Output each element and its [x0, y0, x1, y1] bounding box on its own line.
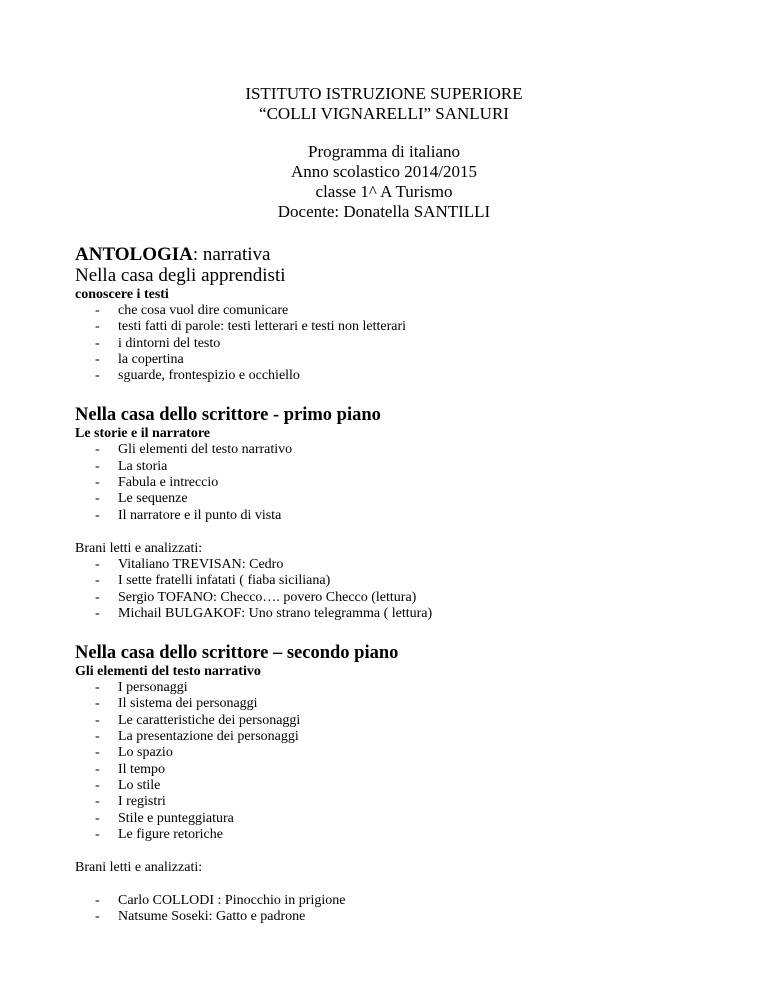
section-title-bold: ANTOLOGIA [75, 244, 193, 265]
readings-label: Brani letti e analizzati: [75, 860, 203, 876]
list-item: - Stile e punteggiatura [75, 811, 715, 827]
list-item: - sguarde, frontespizio e occhiello [75, 368, 715, 384]
topic-list [75, 303, 715, 384]
list-item: - Fabula e intreccio [75, 475, 715, 491]
topic-heading: Le storie e il narratore [75, 426, 211, 442]
topic-heading: Gli elementi del testo narrativo [75, 664, 261, 680]
section-antologia [75, 245, 715, 384]
list-item: - Gli elementi del testo narrativo [75, 442, 715, 458]
program-content [75, 245, 715, 926]
list-item: - I sette fratelli infatati ( fiaba siciliana) [75, 573, 715, 589]
institute-school-name: “COLLI VIGNARELLI” SANLURI [259, 104, 509, 123]
section-title: Nella casa dello scrittore – secondo piano [75, 643, 399, 664]
list-item: - Le figure retoriche [75, 827, 715, 843]
list-item: - la copertina [75, 352, 715, 368]
list-item: - Natsume Soseki: Gatto e padrone [75, 909, 715, 925]
list-item: - i dintorni del testo [75, 336, 715, 352]
section-title: Nella casa dello scrittore - primo piano [75, 405, 381, 426]
list-item: - Le sequenze [75, 491, 715, 507]
list-item: - I personaggi [75, 680, 715, 696]
school-year: Anno scolastico 2014/2015 [290, 162, 478, 181]
list-item: - La storia [75, 459, 715, 475]
list-item: - Sergio TOFANO: Checco…. povero Checco (lettura) [75, 590, 715, 606]
list-item: - che cosa vuol dire comunicare [75, 303, 715, 319]
list-item: - testi fatti di parole: testi letterari e testi non letterari [75, 319, 715, 335]
institute-header [0, 84, 768, 124]
topic-list [75, 680, 715, 843]
list-item: - Carlo COLLODI : Pinocchio in prigione [75, 893, 715, 909]
course-info [0, 142, 768, 222]
list-item: - Vitaliano TREVISAN: Cedro [75, 557, 715, 573]
list-item: - Lo spazio [75, 745, 715, 761]
section-title [75, 245, 715, 265]
list-item: - Il narratore e il punto di vista [75, 508, 715, 524]
readings-list [75, 557, 715, 622]
class-name: classe 1^ A Turismo [315, 182, 453, 201]
list-item: - Lo stile [75, 778, 715, 794]
section-secondo-piano [75, 642, 715, 926]
section-primo-piano [75, 404, 715, 622]
list-item: - Il tempo [75, 762, 715, 778]
list-item: - La presentazione dei personaggi [75, 729, 715, 745]
readings-list [75, 893, 715, 926]
list-item: - Michail BULGAKOF: Uno strano telegramma ( lettura) [75, 606, 715, 622]
section-subtitle: Nella casa degli apprendisti [75, 265, 286, 286]
program-title: Programma di italiano [307, 142, 461, 161]
list-item: - I registri [75, 794, 715, 810]
list-item: - Le caratteristiche dei personaggi [75, 713, 715, 729]
institute-name: ISTITUTO ISTRUZIONE SUPERIORE [245, 84, 523, 103]
topic-list [75, 442, 715, 523]
list-item: - Il sistema dei personaggi [75, 696, 715, 712]
section-title-rest: : narrativa [192, 244, 271, 265]
topic-heading: conoscere i testi [75, 287, 169, 302]
teacher-name: Docente: Donatella SANTILLI [277, 202, 491, 221]
readings-label: Brani letti e analizzati: [75, 540, 203, 556]
